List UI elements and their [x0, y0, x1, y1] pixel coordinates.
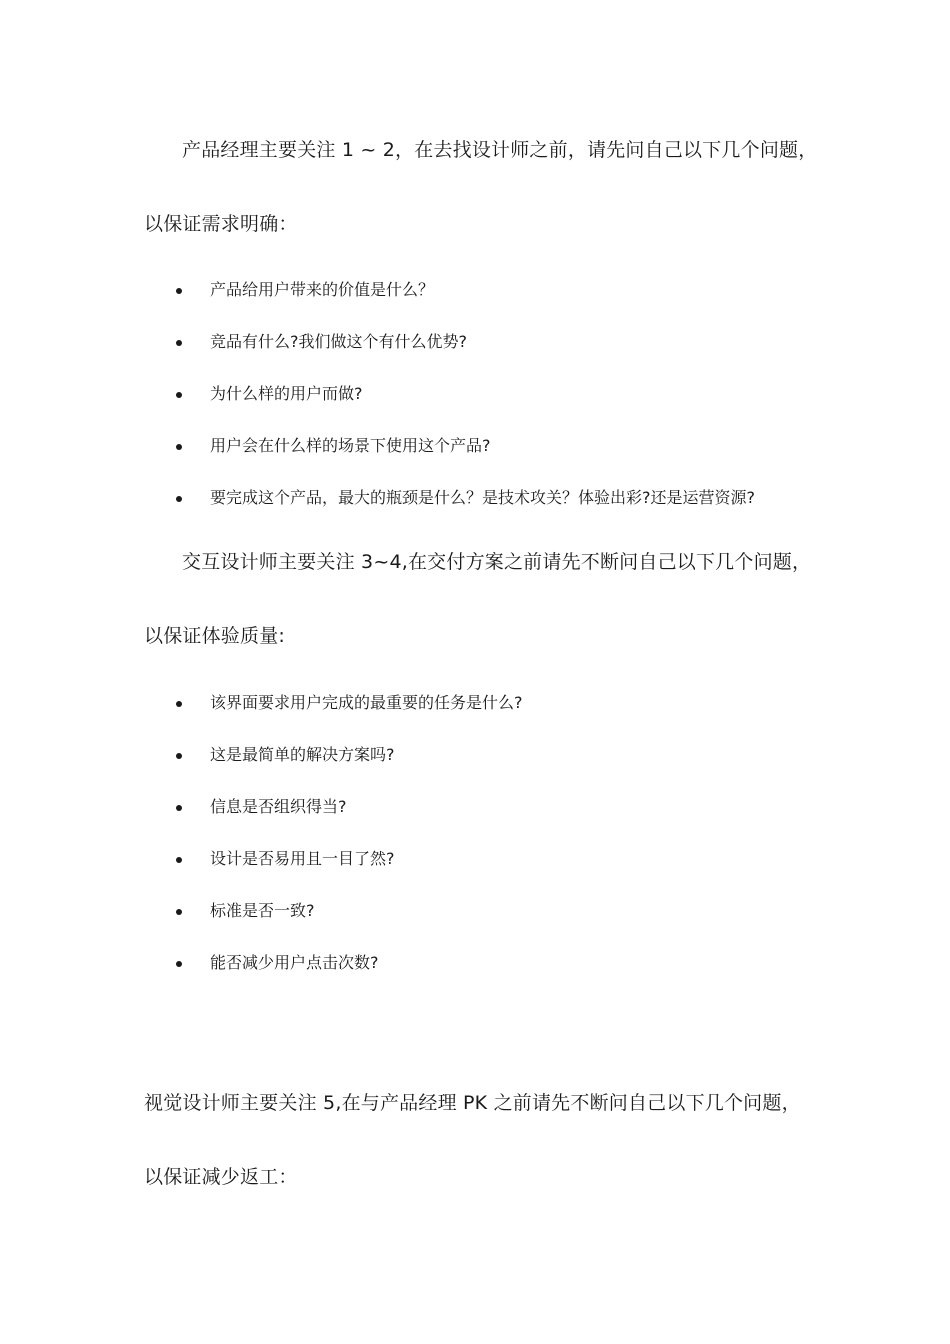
section3-intro-line2: 以保证减少返工： — [144, 1166, 298, 1188]
section1-item-2: 竞品有什么?我们做这个有什么优势? — [210, 332, 467, 351]
bullet-icon — [176, 496, 182, 502]
bullet-icon — [176, 444, 182, 450]
section1-item-5: 要完成这个产品，最大的瓶颈是什么？是技术攻关？体验出彩?还是运营资源? — [210, 488, 755, 507]
section2-item-1: 该界面要求用户完成的最重要的任务是什么? — [210, 693, 523, 712]
section2-intro-line2: 以保证体验质量: — [144, 625, 286, 647]
section2-item-3: 信息是否组织得当? — [210, 797, 347, 816]
bullet-icon — [176, 288, 182, 294]
section2-item-4: 设计是否易用且一目了然? — [210, 849, 395, 868]
bullet-icon — [176, 857, 182, 863]
bullet-icon — [176, 805, 182, 811]
section1-item-4: 用户会在什么样的场景下使用这个产品? — [210, 436, 491, 455]
section2-item-2: 这是最简单的解决方案吗? — [210, 745, 395, 764]
section3-intro-line1: 视觉设计师主要关注 5,在与产品经理 PK 之前请先不断问自己以下几个问题， — [144, 1092, 801, 1114]
bullet-icon — [176, 753, 182, 759]
section2-intro-line1: 交互设计师主要关注 3~4,在交付方案之前请先不断问自己以下几个问题， — [182, 551, 812, 573]
bullet-icon — [176, 392, 182, 398]
bullet-icon — [176, 909, 182, 915]
section2-item-5: 标准是否一致? — [210, 901, 315, 920]
section1-item-3: 为什么样的用户而做? — [210, 384, 363, 403]
bullet-icon — [176, 701, 182, 707]
section1-item-1: 产品给用户带来的价值是什么？ — [210, 280, 435, 299]
bullet-icon — [176, 340, 182, 346]
section2-item-6: 能否减少用户点击次数? — [210, 953, 379, 972]
section1-intro-line1: 产品经理主要关注 1 ~ 2，在去找设计师之前，请先问自己以下几个问题， — [182, 139, 818, 161]
bullet-icon — [176, 961, 182, 967]
section1-intro-line2: 以保证需求明确： — [144, 213, 298, 235]
